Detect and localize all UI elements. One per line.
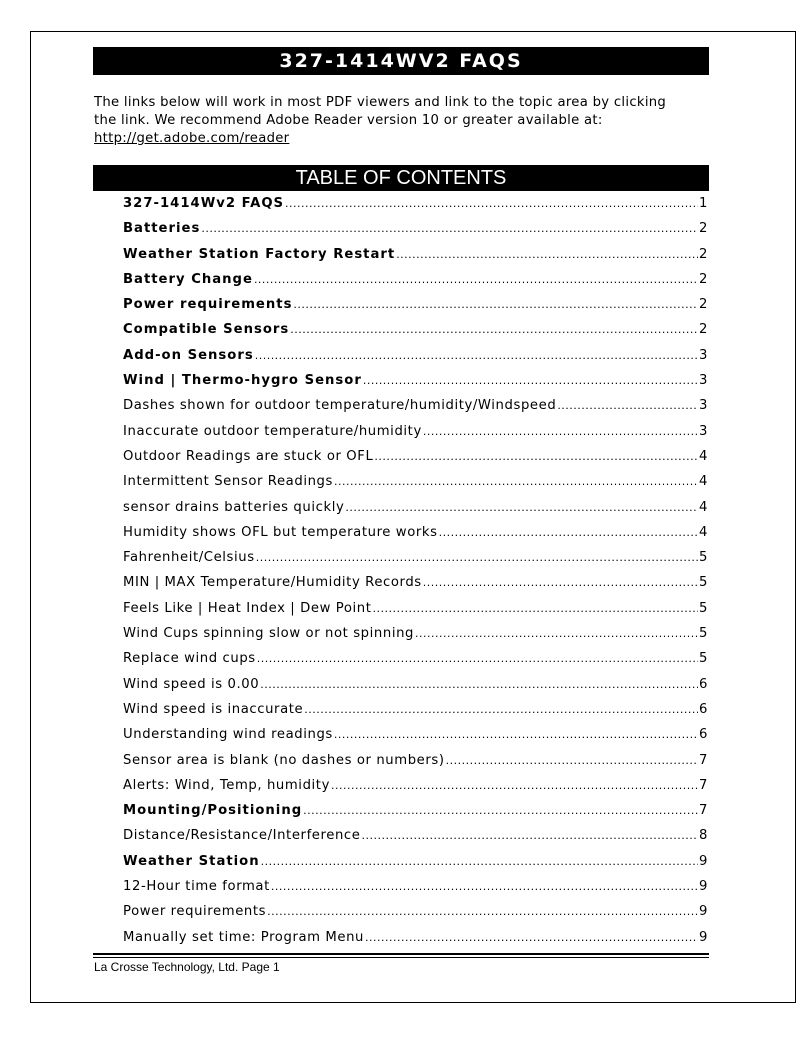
dot-leader <box>303 802 698 820</box>
toc-entry[interactable] <box>123 220 708 245</box>
toc-page-number[interactable]: 2 <box>699 221 708 237</box>
toc-page-number[interactable]: 5 <box>699 575 708 591</box>
toc-entry[interactable] <box>123 246 708 271</box>
toc-entry[interactable] <box>123 321 708 346</box>
toc-entry-title[interactable]: Wind | Thermo-hygro Sensor <box>123 373 362 389</box>
toc-entry[interactable] <box>123 271 708 296</box>
toc-entry-title[interactable]: Intermittent Sensor Readings <box>123 474 334 490</box>
dot-leader <box>285 195 698 213</box>
dot-leader <box>362 827 699 845</box>
dot-leader <box>396 246 698 264</box>
toc-page-number[interactable]: 4 <box>699 474 708 490</box>
dot-leader <box>363 372 698 390</box>
toc-entry[interactable] <box>123 752 708 777</box>
toc-entry[interactable] <box>123 777 708 802</box>
dot-leader <box>271 878 698 896</box>
toc-entry-title[interactable]: Wind Cups spinning slow or not spinning <box>123 626 415 642</box>
toc-entry[interactable] <box>123 701 708 726</box>
toc-page-number[interactable]: 5 <box>699 600 708 616</box>
toc-entry[interactable] <box>123 929 708 954</box>
toc-entry-title[interactable]: Outdoor Readings are stuck or OFL <box>123 448 374 464</box>
toc-entry[interactable] <box>123 448 708 473</box>
toc-entry[interactable] <box>123 625 708 650</box>
toc-entry[interactable] <box>123 878 708 903</box>
toc-entry-title[interactable]: Inaccurate outdoor temperature/humidity <box>123 423 422 439</box>
toc-page-number[interactable]: 9 <box>699 879 708 895</box>
toc-entry-title[interactable]: 327-1414Wv2 FAQS <box>123 196 285 211</box>
toc-page-number[interactable]: 5 <box>699 626 708 642</box>
footer-divider <box>93 953 709 955</box>
toc-entry[interactable] <box>123 423 708 448</box>
toc-entry-title[interactable]: Distance/Resistance/Interference <box>123 828 361 844</box>
toc-entry[interactable] <box>123 195 708 220</box>
toc-entry[interactable] <box>123 853 708 878</box>
dot-leader <box>557 397 698 415</box>
toc-page-number[interactable]: 3 <box>699 373 708 389</box>
dot-leader <box>334 726 698 744</box>
intro-paragraph <box>94 94 706 148</box>
toc-page-number[interactable]: 1 <box>699 196 708 211</box>
toc-page-number[interactable]: 4 <box>699 524 708 540</box>
dot-leader <box>415 625 698 643</box>
dot-leader <box>290 321 698 339</box>
toc-page-number[interactable]: 6 <box>699 727 708 743</box>
toc-page-number[interactable]: 2 <box>699 246 708 262</box>
dot-leader <box>374 448 698 466</box>
adobe-reader-link[interactable]: http://get.adobe.com/reader <box>94 131 290 146</box>
toc-page-number[interactable]: 7 <box>699 752 708 768</box>
toc-entry-title[interactable]: Battery Change <box>123 271 253 287</box>
toc-entry[interactable] <box>123 473 708 498</box>
toc-page-number[interactable]: 4 <box>699 499 708 515</box>
toc-entry[interactable] <box>123 524 708 549</box>
toc-page-number[interactable]: 3 <box>699 347 708 363</box>
toc-entry[interactable] <box>123 549 708 574</box>
dot-leader <box>331 777 698 795</box>
toc-entry[interactable] <box>123 650 708 675</box>
toc-page-number[interactable]: 7 <box>699 777 708 793</box>
toc-page-number[interactable]: 5 <box>699 651 708 667</box>
toc-page-number[interactable]: 2 <box>699 297 708 313</box>
toc-page-number[interactable]: 6 <box>699 676 708 692</box>
toc-entry-title[interactable]: Alerts: Wind, Temp, humidity <box>123 777 330 793</box>
toc-entry[interactable] <box>123 347 708 372</box>
toc-entry-title[interactable]: sensor drains batteries quickly <box>123 499 345 515</box>
toc-page-number[interactable]: 3 <box>699 398 708 414</box>
toc-page-number[interactable]: 9 <box>699 929 708 945</box>
toc-entry-title[interactable]: Weather Station Factory Restart <box>123 246 396 262</box>
dot-leader <box>201 220 698 238</box>
dot-leader <box>267 903 698 921</box>
toc-page-number[interactable]: 9 <box>699 904 708 920</box>
dot-leader <box>439 524 698 542</box>
table-of-contents <box>123 195 708 954</box>
toc-page-number[interactable]: 3 <box>699 423 708 439</box>
toc-entry[interactable] <box>123 397 708 422</box>
dot-leader <box>260 676 698 694</box>
dot-leader <box>293 296 698 314</box>
toc-entry-title[interactable]: Fahrenheit/Celsius <box>123 550 255 566</box>
toc-entry-title[interactable]: Manually set time: Program Menu <box>123 929 364 945</box>
toc-entry-title[interactable]: Power requirements <box>123 904 267 920</box>
toc-page-number[interactable]: 7 <box>699 803 708 819</box>
toc-entry-title[interactable]: Understanding wind readings <box>123 727 333 743</box>
toc-page-number[interactable]: 4 <box>699 448 708 464</box>
toc-entry-title[interactable]: Feels Like | Heat Index | Dew Point <box>123 600 372 616</box>
document-title: 327-1414WV2 FAQS <box>93 47 709 75</box>
toc-page-number[interactable]: 2 <box>699 322 708 338</box>
toc-entry-title[interactable]: Wind speed is inaccurate <box>123 701 304 717</box>
toc-entry-title[interactable]: Replace wind cups <box>123 651 256 667</box>
toc-entry[interactable] <box>123 499 708 524</box>
dot-leader <box>256 549 698 567</box>
toc-page-number[interactable]: 9 <box>699 853 708 869</box>
toc-page-number[interactable]: 6 <box>699 701 708 717</box>
toc-entry-title[interactable]: Add-on Sensors <box>123 347 254 363</box>
toc-page-number[interactable]: 8 <box>699 828 708 844</box>
toc-entry-title[interactable]: MIN | MAX Temperature/Humidity Records <box>123 575 422 591</box>
intro-line-2: the link. We recommend Adobe Reader version 10 or greater available at: <box>94 113 603 128</box>
footer-divider-thin <box>93 957 709 958</box>
dot-leader <box>257 650 698 668</box>
toc-entry-title[interactable]: Power requirements <box>123 297 293 313</box>
dot-leader <box>365 929 698 947</box>
toc-page-number[interactable]: 5 <box>699 550 708 566</box>
toc-entry-title[interactable]: 12-Hour time format <box>123 879 270 895</box>
toc-entry[interactable] <box>123 802 708 827</box>
toc-entry-title[interactable]: Weather Station <box>123 853 260 869</box>
toc-entry-title[interactable]: Dashes shown for outdoor temperature/humidity/Windspeed <box>123 398 557 414</box>
toc-entry[interactable] <box>123 903 708 928</box>
toc-entry[interactable] <box>123 296 708 321</box>
dot-leader <box>423 423 698 441</box>
dot-leader <box>446 752 698 770</box>
toc-entry[interactable] <box>123 726 708 751</box>
dot-leader <box>254 271 698 289</box>
dot-leader <box>334 473 698 491</box>
dot-leader <box>255 347 698 365</box>
toc-entry[interactable] <box>123 372 708 397</box>
toc-entry[interactable] <box>123 600 708 625</box>
dot-leader <box>261 853 698 871</box>
intro-line-1: The links below will work in most PDF viewers and link to the topic area by clicking <box>94 95 667 110</box>
toc-entry-title[interactable]: Humidity shows OFL but temperature works <box>123 524 438 540</box>
toc-entry[interactable] <box>123 574 708 599</box>
toc-entry[interactable] <box>123 676 708 701</box>
toc-entry-title[interactable]: Batteries <box>123 221 201 237</box>
toc-heading: TABLE OF CONTENTS <box>93 165 709 191</box>
dot-leader <box>373 600 698 618</box>
toc-entry-title[interactable]: Wind speed is 0.00 <box>123 676 260 692</box>
dot-leader <box>423 574 698 592</box>
toc-page-number[interactable]: 2 <box>699 271 708 287</box>
toc-entry-title[interactable]: Mounting/Positioning <box>123 803 303 819</box>
dot-leader <box>345 499 698 517</box>
toc-entry-title[interactable]: Compatible Sensors <box>123 322 290 338</box>
toc-entry[interactable] <box>123 827 708 852</box>
page-footer: La Crosse Technology, Ltd. Page 1 <box>94 960 280 974</box>
toc-entry-title[interactable]: Sensor area is blank (no dashes or numbers) <box>123 752 445 768</box>
dot-leader <box>304 701 698 719</box>
